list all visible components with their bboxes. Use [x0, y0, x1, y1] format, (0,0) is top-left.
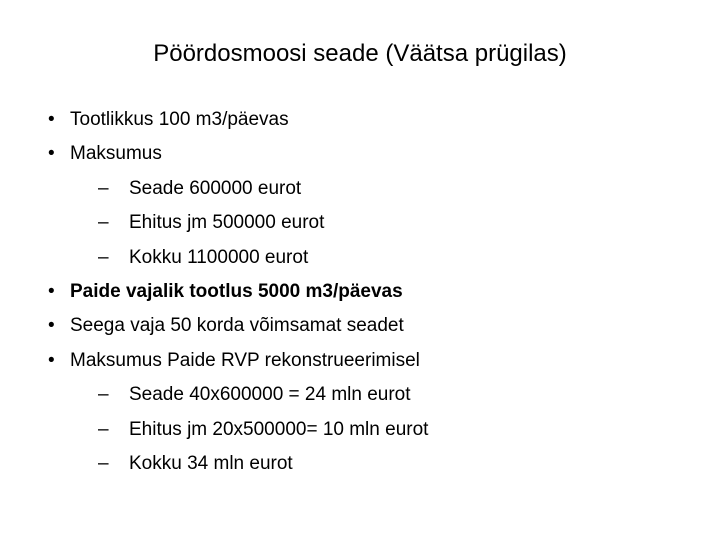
list-item-text: Maksumus — [70, 143, 162, 165]
list-item-text: Seega vaja 50 korda võimsamat seadet — [70, 315, 404, 337]
bullet-marker: • — [48, 109, 55, 130]
sub-list-item — [48, 413, 688, 447]
sub-list-item — [48, 206, 688, 240]
slide-title: Pöördosmoosi seade (Väätsa prügilas) — [153, 40, 567, 67]
list-item — [48, 344, 688, 378]
dash-marker: – — [98, 246, 109, 268]
sub-list-item-text: Kokku 34 mln eurot — [129, 452, 293, 474]
bullet-list — [48, 103, 688, 481]
dash-marker: – — [98, 418, 109, 440]
sub-list-item-text: Kokku 1100000 eurot — [129, 246, 309, 268]
list-item — [48, 137, 688, 171]
list-item-text: Maksumus Paide RVP rekonstrueerimisel — [70, 349, 420, 371]
bullet-marker: • — [48, 349, 55, 371]
list-item-text: Paide vajalik tootlus 5000 m3/päevas — [70, 280, 403, 302]
list-item — [48, 275, 688, 309]
bullet-marker: • — [48, 315, 55, 337]
sub-list-item-text: Seade 40x600000 = 24 mln eurot — [129, 384, 411, 406]
dash-marker: – — [98, 384, 109, 406]
sub-list-item — [48, 241, 688, 275]
dash-marker: – — [98, 212, 109, 234]
bullet-marker: • — [48, 143, 55, 165]
bullet-marker: • — [48, 280, 55, 302]
dash-marker: – — [98, 452, 109, 474]
sub-list-item — [48, 378, 688, 412]
sub-list-item — [48, 447, 688, 481]
sub-list-item-text: Ehitus jm 20x500000= 10 mln eurot — [129, 418, 429, 440]
list-item — [48, 309, 688, 343]
sub-list-item-text: Seade 600000 eurot — [129, 177, 302, 199]
sub-list-item — [48, 172, 688, 206]
sub-list-item-text: Ehitus jm 500000 eurot — [129, 212, 325, 234]
list-item-text: Tootlikkus 100 m3/päevas — [70, 109, 289, 130]
dash-marker: – — [98, 177, 109, 199]
list-item — [48, 103, 688, 137]
